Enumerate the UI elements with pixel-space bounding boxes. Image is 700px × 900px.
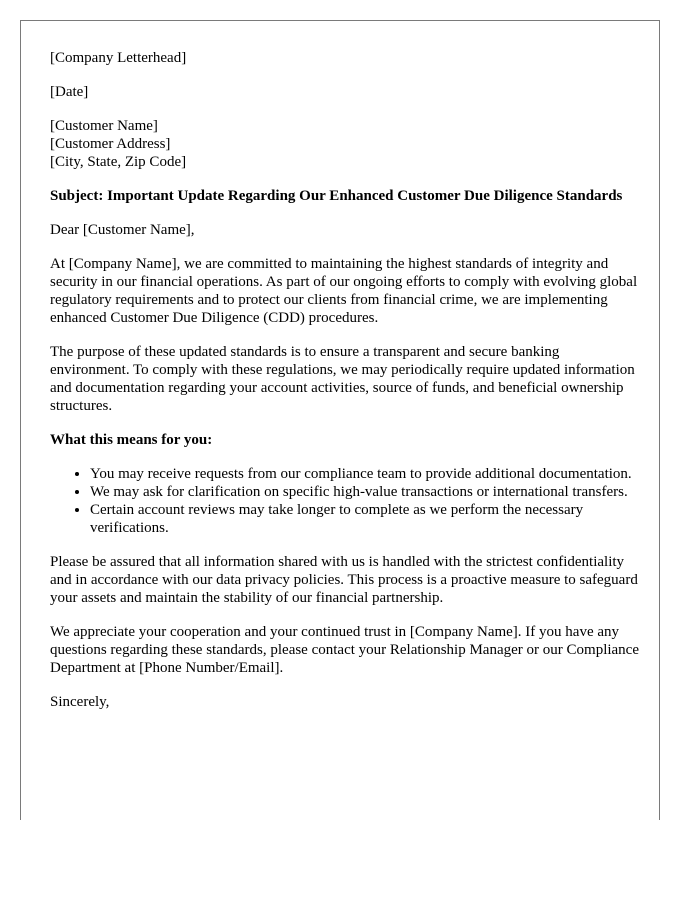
list-item: • You may receive requests from our compliance team to provide additional documentation. xyxy=(90,465,640,483)
section-heading: What this means for you: xyxy=(50,432,213,448)
letter-body xyxy=(50,49,640,727)
letter-subject: Subject: Important Update Regarding Our Enhanced Customer Due Diligence Standards xyxy=(50,188,623,204)
letter-closing: Sincerely, xyxy=(50,694,110,710)
paragraph-appreciation: We appreciate your cooperation and your continued trust in [Company Name]. If you have any questions regarding these standards, please contact your Relationship Manager or our Compliance Department at [Phone Number/Email]. xyxy=(50,624,639,676)
letter-date: [Date] xyxy=(50,84,89,100)
recipient-address-block xyxy=(50,117,640,171)
letter-page xyxy=(20,20,660,820)
letter-salutation: Dear [Customer Name], xyxy=(50,222,195,238)
paragraph-confidentiality: Please be assured that all information shared with us is handled with the strictest confidentiality and in accordance with our data privacy policies. This process is a proactive measure to safeguard your assets and maintain the stability of our financial partnership. xyxy=(50,554,638,606)
recipient-city: [City, State, Zip Code] xyxy=(50,154,187,170)
impact-list xyxy=(50,465,640,537)
paragraph-commitment: At [Company Name], we are committed to maintaining the highest standards of integrity and security in our financial operations. As part of our ongoing efforts to comply with evolving global regulatory requirements and to protect our clients from financial crime, we are implementing enhanced Customer Due Diligence (CDD) procedures. xyxy=(50,256,638,326)
recipient-name: [Customer Name] xyxy=(50,118,158,134)
recipient-address: [Customer Address] xyxy=(50,136,171,152)
list-item: • We may ask for clarification on specific high-value transactions or international transfers. xyxy=(90,483,640,501)
list-item: • Certain account reviews may take longer to complete as we perform the necessary verifications. xyxy=(90,501,640,537)
paragraph-purpose: The purpose of these updated standards is to ensure a transparent and secure banking environment. To comply with these regulations, we may periodically require updated information and documentation regarding your account activities, source of funds, and beneficial ownership structures. xyxy=(50,344,635,414)
company-letterhead: [Company Letterhead] xyxy=(50,50,187,66)
